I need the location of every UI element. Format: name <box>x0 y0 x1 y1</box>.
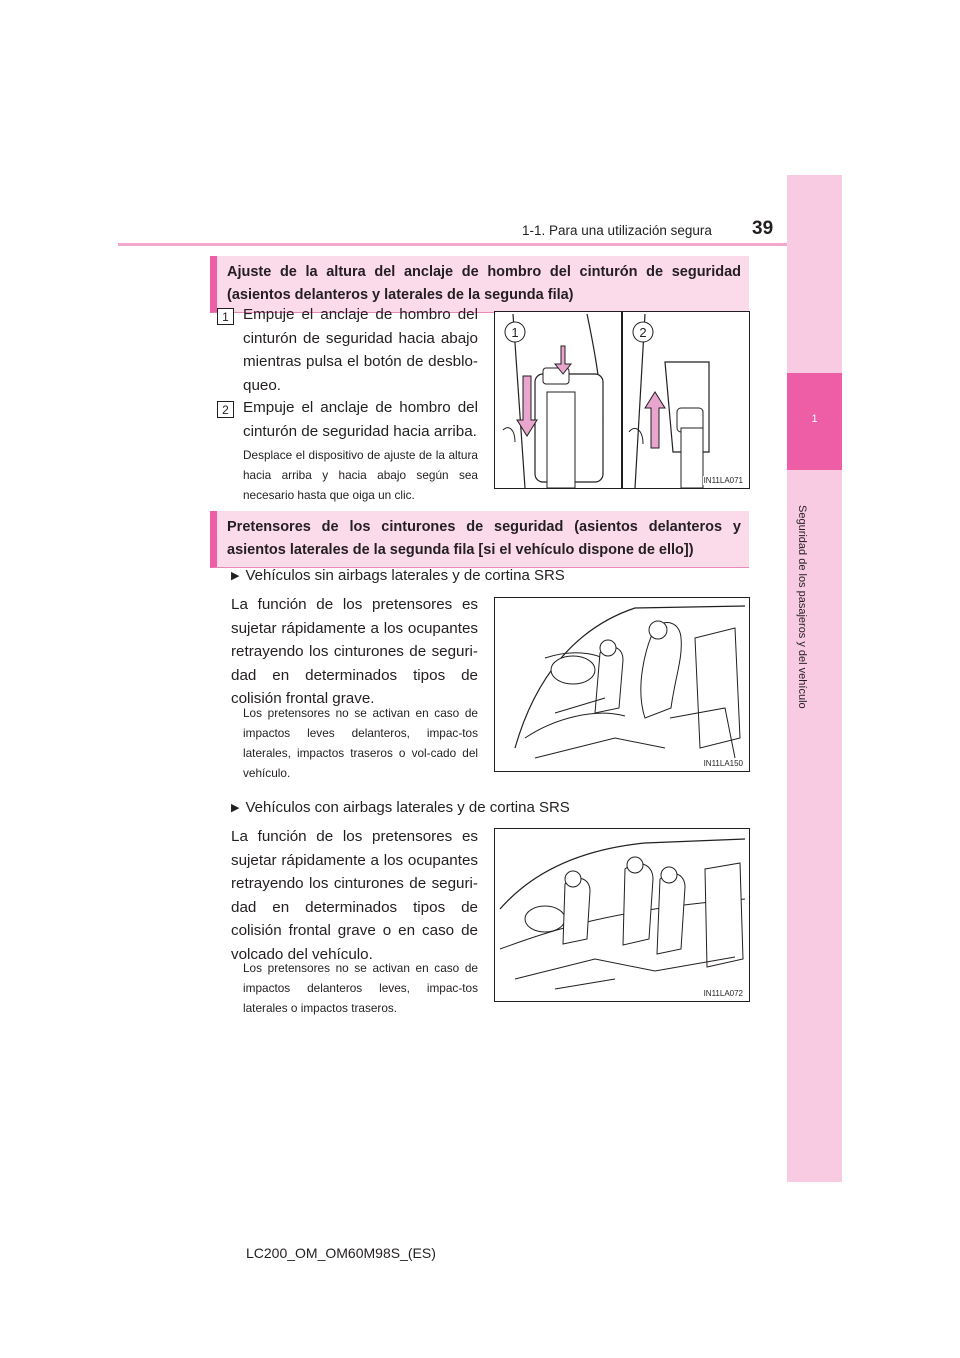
case-a-note: Los pretensores no se activan en caso de impactos leves delanteros, impac-tos laterales, impactos traseros o vol-cado del vehículo. <box>243 706 478 780</box>
case-b-body: La función de los pretensores es sujetar rápidamente a los ocupantes retrayendo los cinturones de seguri-dad en determinados tipos de colisión frontal grave o en caso de volcado del vehículo. <box>231 828 478 963</box>
step-2-note: Desplace el dispositivo de ajuste de la altura hacia arriba y hacia abajo según sea necesario hasta que oiga un clic. <box>243 448 478 502</box>
shoulder-anchor-illustration <box>495 312 749 488</box>
figure-label-1: 1 <box>511 325 519 340</box>
page-number: 39 <box>752 218 774 239</box>
bullet-text: Vehículos con airbags laterales y de cortina SRS <box>245 799 570 816</box>
figure-front-seat-pretensioners <box>494 597 750 772</box>
bullet-text: Vehículos sin airbags laterales y de cortina SRS <box>245 567 565 584</box>
bullet-with-side-airbags <box>231 798 570 818</box>
figure-code: IN11LA071 <box>703 476 743 485</box>
figure-label-2: 2 <box>639 325 647 340</box>
bullet-triangle-icon: ▶ <box>231 802 240 814</box>
figure-code: IN11LA150 <box>703 759 743 768</box>
step-number-2: 2 <box>217 401 234 418</box>
case-b-note: Los pretensores no se activan en caso de impactos delanteros leves, impac-tos laterales o impactos traseros. <box>243 961 478 1015</box>
case-a-body: La función de los pretensores es sujetar rápidamente a los ocupantes retrayendo los cinturones de seguri-dad en determinados tipos de colisión frontal grave. <box>231 596 478 707</box>
front-seat-occupants-illustration <box>495 598 749 771</box>
step-1-text: Empuje el anclaje de hombro del cinturón de seguridad hacia abajo mientras pulsa el botón de desblo-queo. <box>243 306 478 394</box>
figure-front-and-second-row-pretensioners <box>494 828 750 1002</box>
header-rule <box>118 243 787 246</box>
figure-shoulder-anchor-adjustment <box>494 311 750 489</box>
step-2-text: Empuje el anclaje de hombro del cinturón de seguridad hacia arriba. <box>243 399 478 440</box>
bullet-no-side-airbags <box>231 566 565 586</box>
figure-code: IN11LA072 <box>703 989 743 998</box>
section-heading-pretensioners: Pretensores de los cinturones de seguridad (asientos delanteros y asientos laterales de la segunda fila [si el vehículo dispone de ello]) <box>210 511 749 568</box>
section-heading-anchor-height: Ajuste de la altura del anclaje de hombro del cinturón de seguridad (asientos delanteros y laterales de la segunda fila) <box>210 256 749 313</box>
bullet-triangle-icon: ▶ <box>231 570 240 582</box>
step-number-1: 1 <box>217 308 234 325</box>
chapter-number: 1 <box>811 413 818 425</box>
two-row-occupants-illustration <box>495 829 749 1001</box>
chapter-title: Seguridad de los pasajeros y del vehículo <box>796 505 808 709</box>
running-header-title: 1-1. Para una utilización segura <box>522 223 712 238</box>
document-code: LC200_OM_OM60M98S_(ES) <box>246 1245 436 1261</box>
